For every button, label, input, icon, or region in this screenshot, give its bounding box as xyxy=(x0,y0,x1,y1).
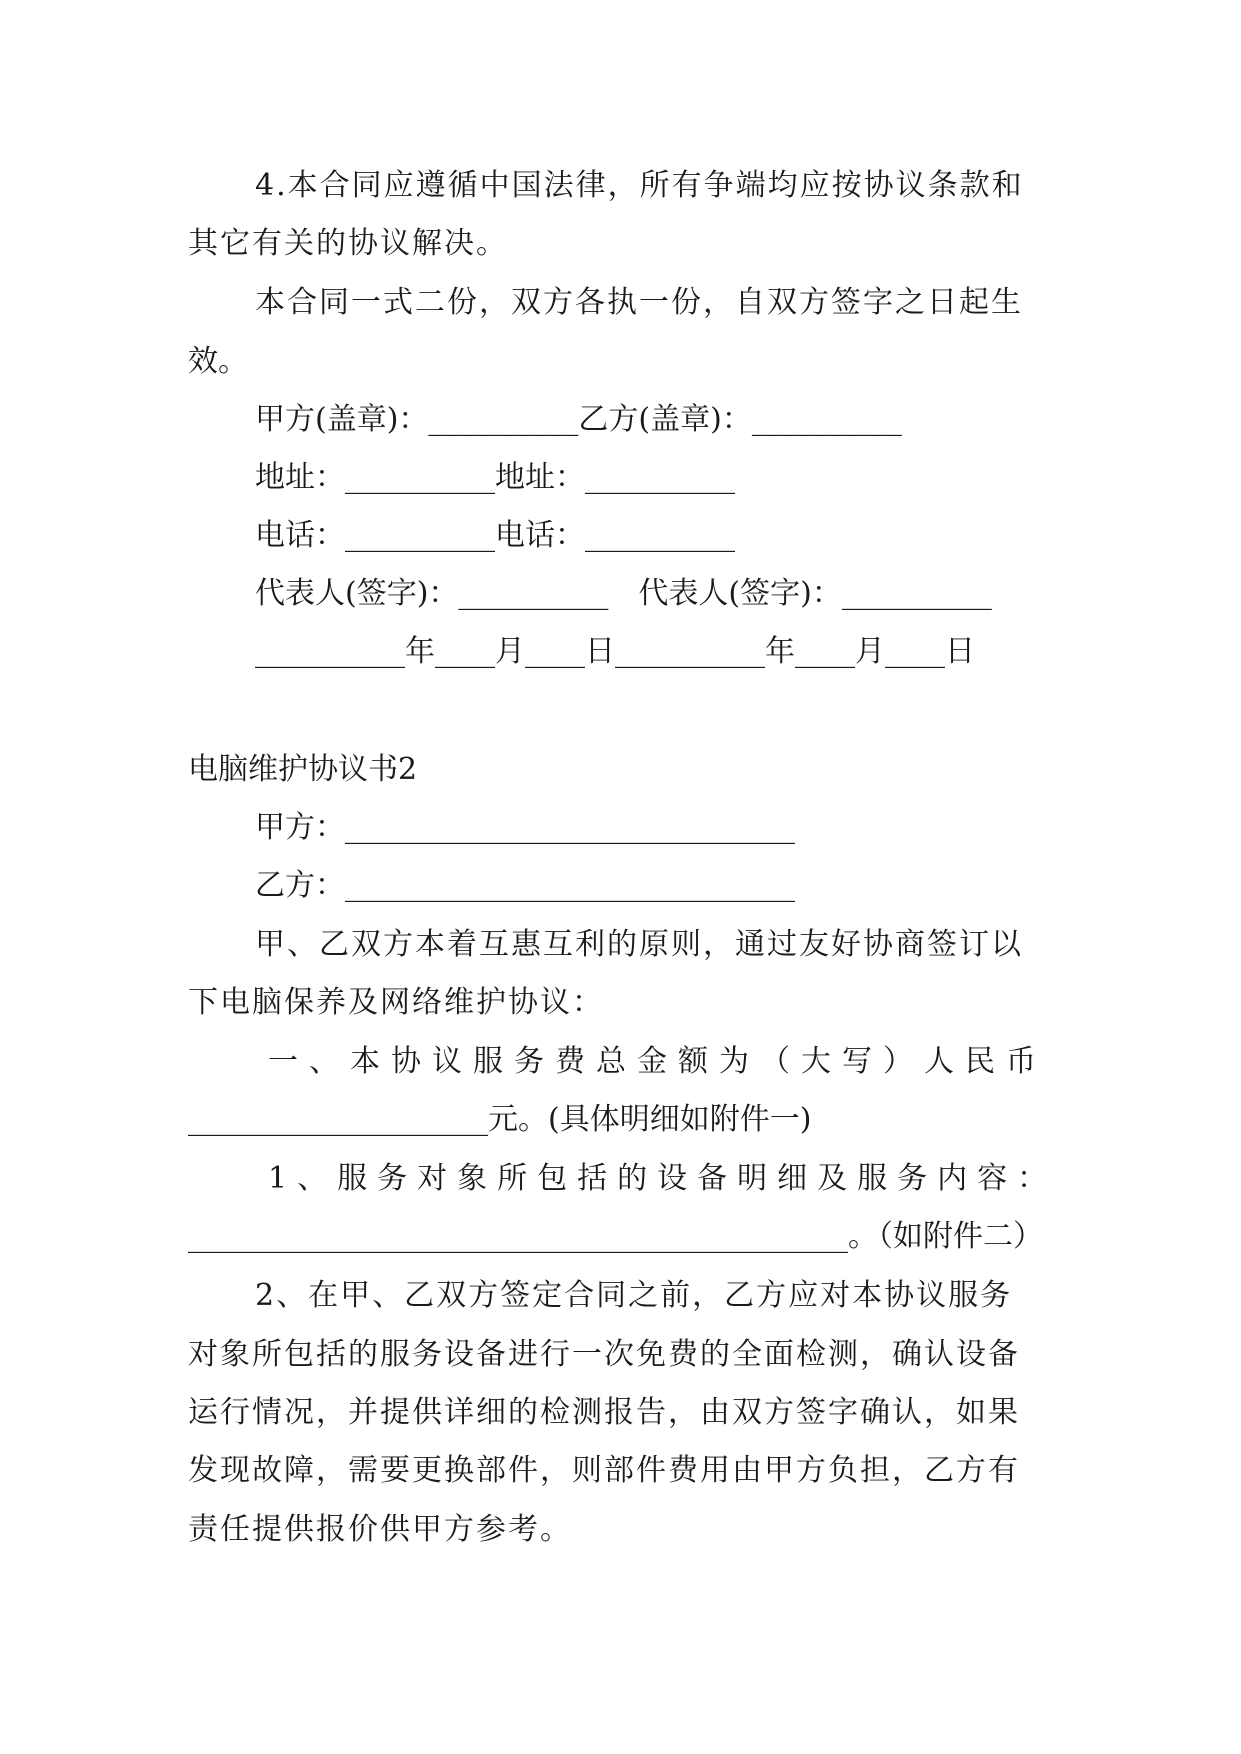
sub1-line1: 1、服务对象所包括的设备明细及服务内容： xyxy=(268,1161,1058,1196)
sub2-line3: 运行情况，并提供详细的检测报告，由双方签字确认，如果 xyxy=(188,1395,1020,1430)
intro-line2: 下电脑保养及网络维护协议： xyxy=(188,985,604,1020)
clause4-line2: 其它有关的协议解决。 xyxy=(188,226,508,261)
party-b-line: 乙方：______________________________ xyxy=(255,868,795,903)
clause4-line1: 4.本合同应遵循中国法律，所有争端均应按协议条款和 xyxy=(255,168,1024,203)
signature-address-line: 地址：__________地址：__________ xyxy=(255,460,735,495)
item1-line2: ____________________元。(具体明细如附件一) xyxy=(188,1102,812,1137)
sub2-line1: 2、在甲、乙双方签定合同之前，乙方应对本协议服务 xyxy=(255,1278,1013,1313)
party-a-line: 甲方：______________________________ xyxy=(255,810,795,845)
copies-line1: 本合同一式二份，双方各执一份，自双方签字之日起生 xyxy=(255,285,1023,320)
item1-line1: 一、本协议服务费总金额为（大写）人民币 xyxy=(268,1044,1047,1079)
sub2-line5: 责任提供报价供甲方参考。 xyxy=(188,1512,572,1547)
signature-date-line: __________年____月____日__________年____月____日 xyxy=(255,634,975,669)
sub2-line2: 对象所包括的服务设备进行一次免费的全面检测，确认设备 xyxy=(188,1337,1020,1372)
signature-seal-line: 甲方(盖章)：__________乙方(盖章)：__________ xyxy=(255,402,902,437)
agreement-title: 电脑维护协议书2 xyxy=(188,752,418,787)
signature-representative-line: 代表人(签字)：__________ 代表人(签字)：__________ xyxy=(255,576,992,611)
sub2-line4: 发现故障，需要更换部件，则部件费用由甲方负担，乙方有 xyxy=(188,1453,1020,1488)
intro-line1: 甲、乙双方本着互惠互利的原则，通过友好协商签订以 xyxy=(255,927,1023,962)
copies-line2: 效。 xyxy=(188,344,248,379)
signature-phone-line: 电话：__________电话：__________ xyxy=(255,518,735,553)
sub1-line2: ____________________________________________。（如附件二） xyxy=(188,1219,1043,1254)
